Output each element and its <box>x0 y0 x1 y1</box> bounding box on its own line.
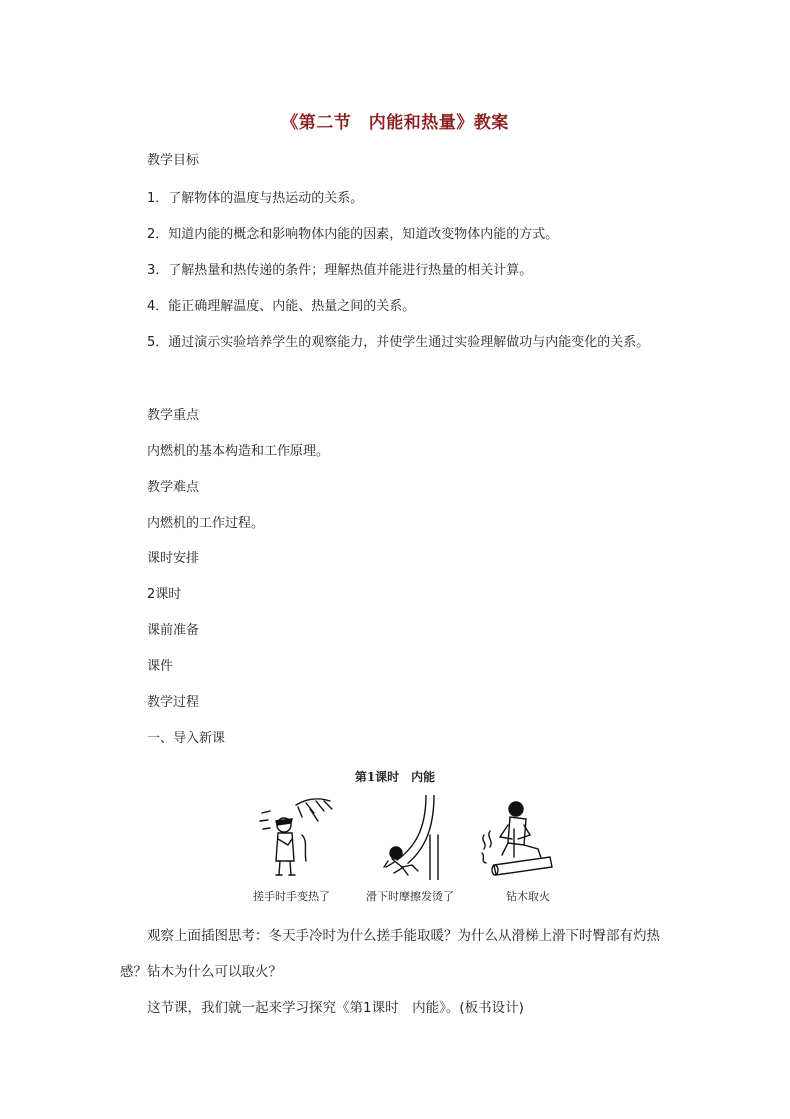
fire-drill-illustration <box>478 795 558 880</box>
objective-item-5: 5．通过演示实验培养学生的观察能力，并使学生通过实验理解做功与内能变化的关系。 <box>147 335 650 350</box>
schedule-heading: 课时安排 <box>147 551 200 566</box>
objective-item-2: 2．知道内能的概念和影响物体内能的因素，知道改变物体内能的方式。 <box>147 227 559 242</box>
lesson-title: 第1课时 内能 <box>354 770 436 784</box>
rubbing-hands-illustration <box>258 795 338 880</box>
fig3-caption: 钻木取火 <box>506 890 550 903</box>
fig1-caption: 搓手时手变热了 <box>253 890 330 903</box>
slide-illustration <box>378 795 448 880</box>
objective-item-1: 1．了解物体的温度与热运动的关系。 <box>147 191 364 206</box>
difficulty-text: 内燃机的工作过程。 <box>147 516 265 531</box>
objective-item-3: 3．了解热量和热传递的条件；理解热值并能进行热量的相关计算。 <box>147 263 533 278</box>
process-heading: 教学过程 <box>147 695 200 710</box>
document-title: 《第二节 内能和热量》教案 <box>281 113 509 133</box>
fig2-caption: 滑下时摩擦发烫了 <box>366 890 454 903</box>
objectives-heading: 教学目标 <box>147 153 200 168</box>
paragraph-observe: 观察上面插图思考：冬天手冷时为什么搓手能取暖？为什么从滑梯上滑下时臀部有灼热感？钻木为什么可以取火？ <box>120 928 660 980</box>
objective-item-4: 4．能正确理解温度、内能、热量之间的关系。 <box>147 299 416 314</box>
difficulty-heading: 教学难点 <box>147 480 200 495</box>
section-intro-heading: 一、导入新课 <box>147 731 226 746</box>
paragraph-lesson-intro: 这节课，我们就一起来学习探究《第1课时 内能》。(板书设计) <box>147 1000 524 1016</box>
preparation-heading: 课前准备 <box>147 623 200 638</box>
preparation-text: 课件 <box>147 659 174 674</box>
key-point-heading: 教学重点 <box>147 408 200 423</box>
schedule-text: 2课时 <box>147 587 182 602</box>
key-point-text: 内燃机的基本构造和工作原理。 <box>147 444 330 459</box>
